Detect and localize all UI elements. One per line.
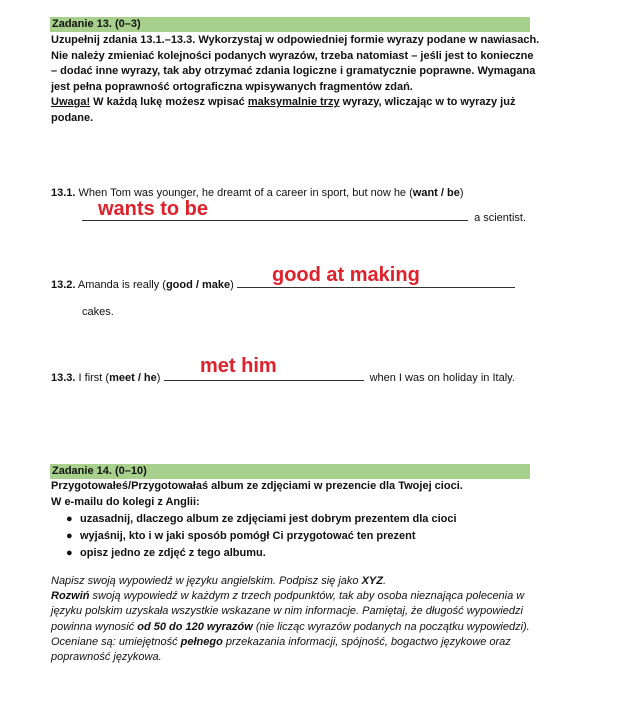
warning-emphasis: maksymalnie trzy [247, 96, 340, 108]
task13-header: Zadanie 13. (0–3) [50, 17, 530, 32]
task14-bullet-2: ● wyjaśnij, kto i w jaki sposób pomógł Ci przygotować ten prezent [66, 530, 416, 542]
task14-bullet-3: ● opisz jedno ze zdjęć z tego albumu. [66, 547, 266, 559]
answer-13-2: good at making [272, 264, 420, 286]
gap-13-3[interactable] [164, 380, 364, 381]
item-13-2-line2: cakes. [82, 306, 114, 318]
task14-intro-line2: W e-mailu do kolegi z Anglii: [51, 496, 200, 508]
item-13-1-line1: 13.1. When Tom was younger, he dreamt of a career in sport, but now he (want / be) [51, 187, 464, 199]
gap-13-2[interactable] [237, 287, 515, 288]
bullet-icon: ● [66, 530, 73, 542]
bullet-icon: ● [66, 547, 73, 559]
task13-instruction-text: Uzupełnij zdania 13.1.–13.3. Wykorzystaj w odpowiedniej formie wyrazy podane w nawiasach. Nie należy zmieniać kolejności podanych wyrazów, trzeba natomiast – jeśli jest to konieczne – dodać inne wyrazy, tak aby otrzymać zdania logiczne i gramatycznie poprawne. Wymagana jest pełna poprawność ortograficzna wpisywanych fragmentów zdań. [51, 34, 540, 93]
task14-header: Zadanie 14. (0–10) [50, 464, 530, 479]
warning-label: Uwaga! [51, 96, 91, 108]
item-13-1-line2: a scientist. [82, 212, 526, 224]
item-13-3-line1: 13.3. I first (meet / he) when I was on holiday in Italy. [51, 372, 515, 384]
task14-note-line1: Napisz swoją wypowiedź w języku angielskim. Podpisz się jako XYZ. [51, 575, 387, 587]
task14-bullet-1: ● uzasadnij, dlaczego album ze zdjęciami jest dobrym prezentem dla cioci [66, 513, 457, 525]
answer-13-3: met him [200, 355, 277, 377]
answer-13-1: wants to be [98, 198, 209, 220]
task14-note-paragraph: Rozwiń swoją wypowiedź w każdym z trzech podpunktów, tak aby osoba nieznająca polecenia w języku polskim uzyskała wszystkie wskazane w nim informacje. Pamiętaj, że długość wypowiedzi powinna wynosić od 50 do 120 wyrazów (nie licząc wyrazów podanych na początku wypowiedzi). Oceniane są: umiejętność pełnego przekazania informacji, spójność, bogactwo językowe oraz poprawność językowa. [51, 590, 530, 664]
task14-intro-line1: Przygotowałeś/Przygotowałaś album ze zdjęciami w prezencie dla Twojej cioci. [51, 480, 463, 492]
bullet-icon: ● [66, 513, 73, 525]
task13-instruction: Uzupełnij zdania 13.1.–13.3. Wykorzystaj w odpowiedniej formie wyrazy podane w nawiasach. Nie należy zmieniać kolejności podanych wyrazów, trzeba natomiast – jeśli jest to konieczne – dodać inne wyrazy, tak aby otrzymać zdania logiczne i gramatycznie poprawne. Wymagana jest pełna poprawność ortograficzna wpisywanych fragmentów zdań. Uwaga! W każdą lukę możesz wpisać maksymalnie trzy wyrazy, wliczając w to wyrazy już podane. [51, 34, 540, 124]
item-13-2-line1: 13.2. Amanda is really (good / make) [51, 279, 515, 291]
gap-13-1[interactable] [82, 220, 468, 221]
